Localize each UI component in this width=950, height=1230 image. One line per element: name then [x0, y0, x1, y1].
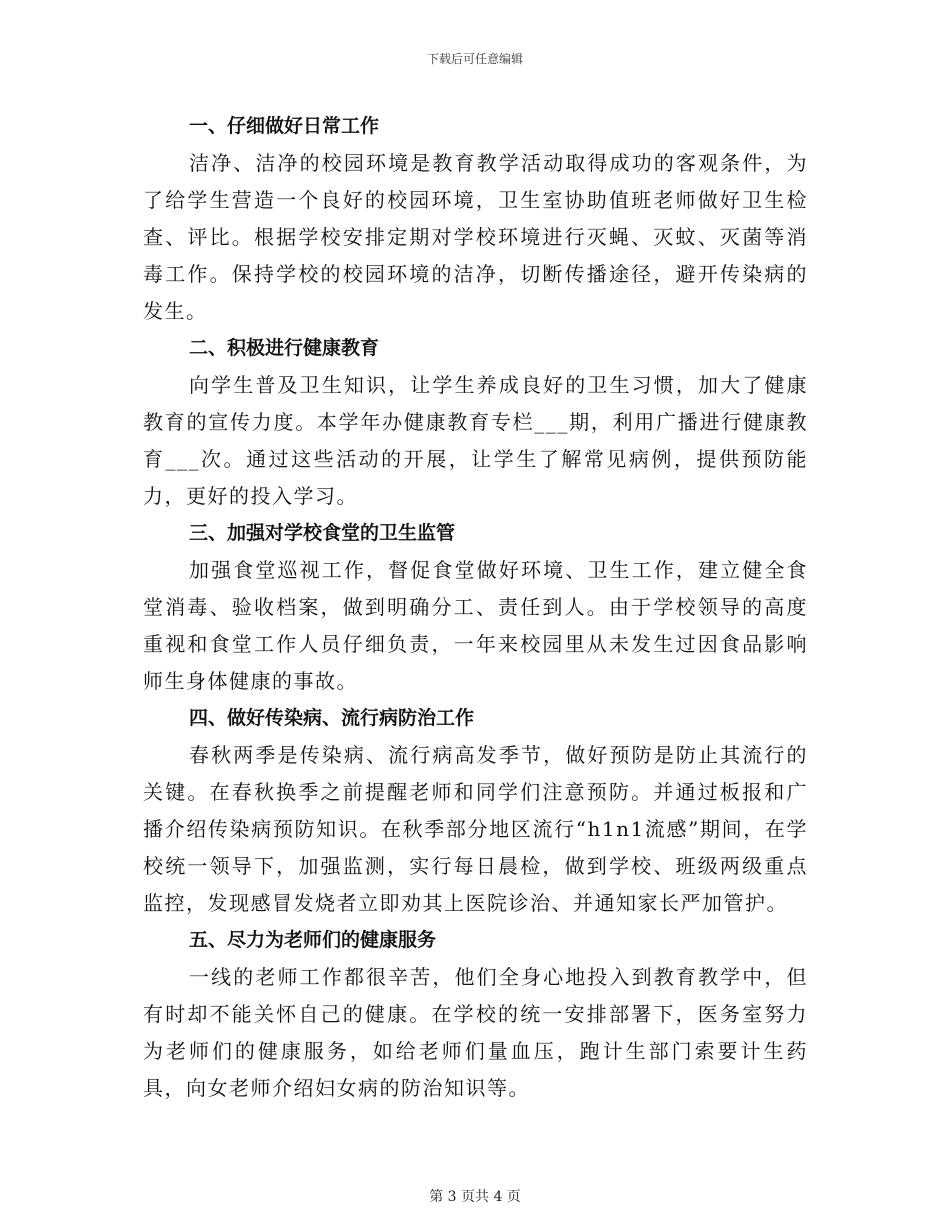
section-paragraph: 一线的老师工作都很辛苦，他们全身心地投入到教育教学中，但有时却不能关怀自己的健康。在学校的统一安排部署下，医务室努力为老师们的健康服务，如给老师们量血压，跑计生部门索要计生药具，向女老师介绍妇女病的防治知识等。	[143, 965, 808, 1100]
section-paragraph: 春秋两季是传染病、流行病高发季节，做好预防是防止其流行的关键。在春秋换季之前提醒老师和同学们注意预防。并通过板报和广播介绍传染病预防知识。在秋季部分地区流行“h1n1流感”期间，在学校统一领导下，加强监测，实行每日晨检，做到学校、班级两级重点监控，发现感冒发烧者立即劝其上医院诊治、并通知家长严加管护。	[143, 743, 808, 915]
page-header: 下载后可任意编辑	[426, 52, 523, 66]
section-heading: 五、尽力为老师们的健康服务	[189, 929, 437, 951]
section-paragraph: 洁净、洁净的校园环境是教育教学活动取得成功的客观条件，为了给学生营造一个良好的校园环境，卫生室协助值班老师做好卫生检查、评比。根据学校安排定期对学校环境进行灭蝇、灭蚊、灭菌等消毒工作。保持学校的校园环境的洁净，切断传播途径，避开传染病的发生。	[143, 151, 808, 323]
section-paragraph: 向学生普及卫生知识，让学生养成良好的卫生习惯，加大了健康教育的宣传力度。本学年办健康教育专栏___期，利用广播进行健康教育___次。通过这些活动的开展，让学生了解常见病例，提供预防能力，更好的投入学习。	[143, 373, 808, 508]
document-body	[143, 108, 808, 1107]
section-paragraph: 加强食堂巡视工作，督促食堂做好环境、卫生工作，建立健全食堂消毒、验收档案，做到明确分工、责任到人。由于学校领导的高度重视和食堂工作人员仔细负责，一年来校园里从未发生过因食品影响师生身体健康的事故。	[143, 558, 808, 693]
section-heading: 一、仔细做好日常工作	[189, 115, 380, 137]
section-heading: 三、加强对学校食堂的卫生监管	[189, 522, 456, 544]
page-number-footer: 第 3 页共 4 页	[429, 1189, 521, 1205]
section-heading: 四、做好传染病、流行病防治工作	[189, 707, 475, 729]
section-heading: 二、积极进行健康教育	[189, 337, 380, 359]
